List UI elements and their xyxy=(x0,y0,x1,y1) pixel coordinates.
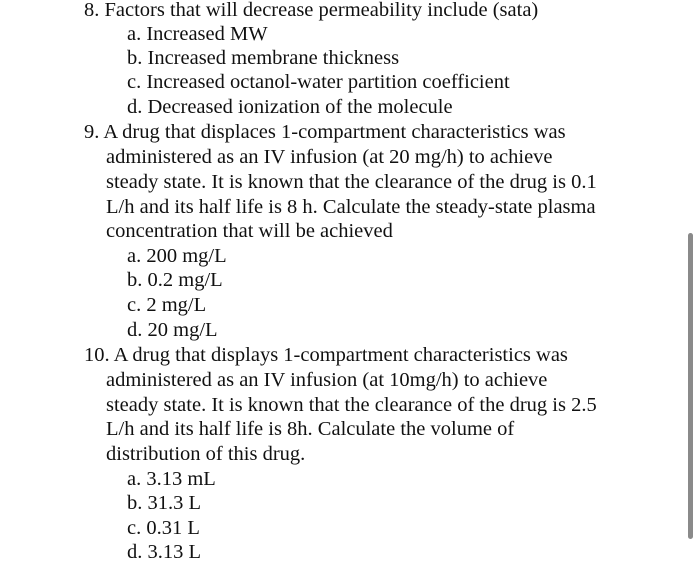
vertical-scrollbar-thumb[interactable] xyxy=(688,233,693,539)
question-10-text-line-4: L/h and its half life is 8h. Calculate the volume of xyxy=(106,418,515,440)
question-10-stem xyxy=(84,343,568,367)
question-8-stem xyxy=(84,0,538,22)
question-8-option-c: c. Increased octanol-water partition coefficient xyxy=(127,71,510,93)
question-10-text-line-2: administered as an IV infusion (at 10mg/h) to achieve xyxy=(106,369,548,391)
question-10-text-line-3: steady state. It is known that the clearance of the drug is 2.5 xyxy=(106,394,597,416)
question-9-stem xyxy=(84,120,566,144)
question-10-text-line-5: distribution of this drug. xyxy=(106,443,306,465)
question-8-number: 8. xyxy=(84,0,100,21)
question-9-text-line-5: concentration that will be achieved xyxy=(106,220,393,242)
question-9-text-line-2: administered as an IV infusion (at 20 mg/h) to achieve xyxy=(106,146,553,168)
question-10-option-d: d. 3.13 L xyxy=(127,541,202,563)
question-9-text-line-3: steady state. It is known that the clearance of the drug is 0.1 xyxy=(106,171,597,193)
question-10-number: 10. xyxy=(84,344,110,366)
question-9-option-b: b. 0.2 mg/L xyxy=(127,269,223,291)
question-10-option-c: c. 0.31 L xyxy=(127,517,200,539)
question-9-option-a: a. 200 mg/L xyxy=(127,245,227,267)
question-9-text-line-1: A drug that displaces 1-compartment characteristics was xyxy=(103,121,566,143)
question-10-option-a: a. 3.13 mL xyxy=(127,468,216,490)
question-9-number: 9. xyxy=(84,121,100,143)
question-8-option-a: a. Increased MW xyxy=(127,23,268,45)
question-8-option-d: d. Decreased ionization of the molecule xyxy=(127,96,453,118)
question-9-option-d: d. 20 mg/L xyxy=(127,319,218,341)
question-8-option-b: b. Increased membrane thickness xyxy=(127,47,400,69)
question-9-option-c: c. 2 mg/L xyxy=(127,294,207,316)
question-10-option-b: b. 31.3 L xyxy=(127,492,202,514)
question-9-text-line-4: L/h and its half life is 8 h. Calculate the steady-state plasma xyxy=(106,196,596,218)
question-8-text: Factors that will decrease permeability include (sata) xyxy=(104,0,539,21)
question-10-text-line-1: A drug that displays 1-compartment characteristics was xyxy=(113,344,568,366)
